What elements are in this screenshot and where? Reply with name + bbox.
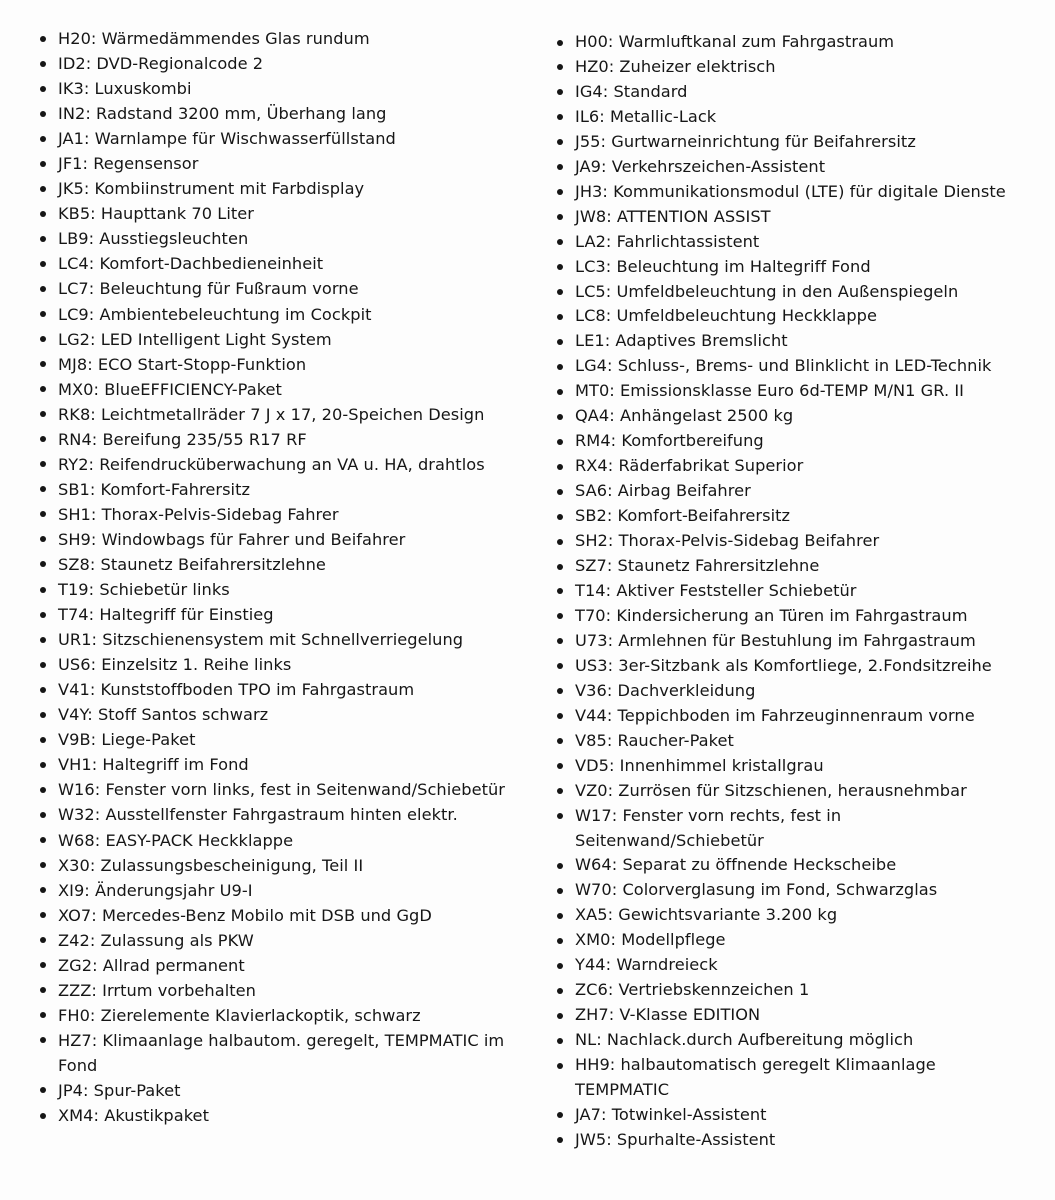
list-item-text: US6: Einzelsitz 1. Reihe links — [58, 655, 292, 675]
list-item — [38, 151, 538, 176]
list-item — [555, 754, 1025, 779]
list-item — [38, 377, 538, 402]
list-item — [38, 577, 538, 602]
list-item — [38, 302, 538, 327]
list-item — [38, 201, 538, 226]
list-item-text: JA9: Verkehrszeichen-Assistent — [575, 156, 826, 176]
list-item — [555, 978, 1025, 1003]
list-item-text: LC8: Umfeldbeleuchtung Heckklappe — [575, 306, 878, 326]
list-item-text: W32: Ausstellfenster Fahrgastraum hinten elektr. — [58, 805, 458, 825]
list-item — [38, 51, 538, 76]
list-item-text: LC5: Umfeldbeleuchtung in den Außenspiegeln — [575, 281, 959, 301]
list-item-text: LE1: Adaptives Bremslicht — [575, 331, 788, 351]
list-item — [38, 627, 538, 652]
list-item-text: HH9: halbautomatisch geregelt Klimaanlage TEMPMATIC — [575, 1055, 936, 1100]
list-item-text: ZH7: V-Klasse EDITION — [575, 1005, 761, 1025]
list-item-text: ID2: DVD-Regionalcode 2 — [58, 54, 264, 74]
list-item — [555, 704, 1025, 729]
list-item-text: LG4: Schluss-, Brems- und Blinklicht in LED-Technik — [575, 356, 992, 376]
list-item — [38, 903, 538, 928]
list-item-text: LC7: Beleuchtung für Fußraum vorne — [58, 279, 359, 299]
list-item — [38, 878, 538, 903]
list-item — [555, 155, 1025, 180]
list-item-text: SA6: Airbag Beifahrer — [575, 481, 751, 501]
list-item — [38, 276, 538, 301]
list-item-text: T14: Aktiver Feststeller Schiebetür — [575, 580, 857, 600]
list-item — [555, 30, 1025, 55]
list-item-text: IN2: Radstand 3200 mm, Überhang lang — [58, 104, 387, 124]
list-item — [555, 80, 1025, 105]
list-item — [555, 404, 1025, 429]
list-item-text: SH2: Thorax-Pelvis-Sidebag Beifahrer — [575, 531, 880, 551]
list-item — [555, 354, 1025, 379]
list-item-text: MT0: Emissionsklasse Euro 6d-TEMP M/N1 GR. II — [575, 381, 965, 401]
list-item — [555, 55, 1025, 80]
list-item — [555, 280, 1025, 305]
list-item — [555, 1053, 1025, 1103]
list-item-text: ZZZ: Irrtum vorbehalten — [58, 980, 256, 1000]
list-item — [38, 1103, 538, 1128]
list-item-text: Z42: Zulassung als PKW — [58, 930, 254, 950]
list-item-text: SH1: Thorax-Pelvis-Sidebag Fahrer — [58, 504, 339, 524]
list-item — [555, 454, 1025, 479]
list-item-text: SB1: Komfort-Fahrersitz — [58, 479, 251, 499]
list-item-text: V44: Teppichboden im Fahrzeuginnenraum vorne — [575, 705, 975, 725]
list-item — [38, 727, 538, 752]
list-item — [555, 1103, 1025, 1128]
list-item-text: LA2: Fahrlichtassistent — [575, 231, 760, 251]
list-item-text: US3: 3er-Sitzbank als Komfortliege, 2.Fondsitzreihe — [575, 655, 992, 675]
list-item-text: NL: Nachlack.durch Aufbereitung möglich — [575, 1030, 914, 1050]
list-item — [38, 327, 538, 352]
list-item-text: RY2: Reifendrucküberwachung an VA u. HA, drahtlos — [58, 454, 485, 474]
list-item — [555, 230, 1025, 255]
list-item — [555, 554, 1025, 579]
list-item-text: VZ0: Zurrösen für Sitzschienen, herausnehmbar — [575, 780, 967, 800]
list-item-text: V85: Raucher-Paket — [575, 730, 734, 750]
list-item — [38, 76, 538, 101]
list-item-text: SB2: Komfort-Beifahrersitz — [575, 506, 791, 526]
list-item — [38, 26, 538, 51]
list-item — [38, 101, 538, 126]
list-item-text: V9B: Liege-Paket — [58, 730, 196, 750]
list-item-text: ZG2: Allrad permanent — [58, 955, 245, 975]
list-item-text: XA5: Gewichtsvariante 3.200 kg — [575, 905, 838, 925]
equipment-list-right — [555, 30, 1025, 1153]
list-item-text: JF1: Regensensor — [58, 154, 199, 174]
list-item-text: KB5: Haupttank 70 Liter — [58, 204, 255, 224]
list-item-text: T70: Kindersicherung an Türen im Fahrgastraum — [575, 605, 968, 625]
list-item-text: T19: Schiebetür links — [58, 580, 230, 600]
list-item-text: W64: Separat zu öffnende Heckscheibe — [575, 855, 897, 875]
list-item-text: Y44: Warndreieck — [575, 955, 718, 975]
list-item-text: QA4: Anhängelast 2500 kg — [575, 406, 794, 426]
list-item-text: VD5: Innenhimmel kristallgrau — [575, 755, 824, 775]
list-item — [555, 205, 1025, 230]
list-item — [555, 180, 1025, 205]
list-item-text: X30: Zulassungsbescheinigung, Teil II — [58, 855, 364, 875]
list-item — [38, 552, 538, 577]
list-item — [38, 752, 538, 777]
list-item — [38, 652, 538, 677]
list-item-text: XM4: Akustikpaket — [58, 1106, 209, 1126]
list-item — [38, 352, 538, 377]
list-item-text: U73: Armlehnen für Bestuhlung im Fahrgastraum — [575, 630, 976, 650]
list-item — [555, 130, 1025, 155]
list-item-text: HZ7: Klimaanlage halbautom. geregelt, TEMPMATIC im Fond — [58, 1030, 505, 1075]
list-item-text: XI9: Änderungsjahr U9-I — [58, 880, 253, 900]
list-item-text: RX4: Räderfabrikat Superior — [575, 456, 804, 476]
list-item — [555, 953, 1025, 978]
list-item — [38, 527, 538, 552]
list-item — [38, 226, 538, 251]
list-item-text: LB9: Ausstiegsleuchten — [58, 229, 249, 249]
list-item — [555, 903, 1025, 928]
list-item — [38, 702, 538, 727]
list-item-text: JH3: Kommunikationsmodul (LTE) für digitale Dienste — [575, 181, 1006, 201]
list-item-text: H00: Warmluftkanal zum Fahrgastraum — [575, 32, 895, 51]
list-item-text: JA1: Warnlampe für Wischwasserfüllstand — [58, 129, 396, 149]
list-item — [38, 953, 538, 978]
list-item-text: MJ8: ECO Start-Stopp-Funktion — [58, 354, 307, 374]
list-item-text: H20: Wärmedämmendes Glas rundum — [58, 29, 370, 48]
list-item-text: LC4: Komfort-Dachbedieneinheit — [58, 254, 324, 274]
list-item-text: W68: EASY-PACK Heckklappe — [58, 830, 294, 850]
list-item-text: V36: Dachverkleidung — [575, 680, 756, 700]
list-item — [38, 176, 538, 201]
list-item — [555, 329, 1025, 354]
list-item-text: MX0: BlueEFFICIENCY-Paket — [58, 379, 282, 399]
list-item-text: W70: Colorverglasung im Fond, Schwarzglas — [575, 880, 938, 900]
list-item-text: VH1: Haltegriff im Fond — [58, 755, 249, 775]
list-item — [555, 304, 1025, 329]
list-item — [555, 629, 1025, 654]
list-item — [38, 602, 538, 627]
list-item — [38, 502, 538, 527]
list-item — [38, 853, 538, 878]
list-item-text: JA7: Totwinkel-Assistent — [575, 1104, 767, 1124]
list-item-text: XO7: Mercedes-Benz Mobilo mit DSB und GgD — [58, 905, 432, 925]
list-item — [555, 479, 1025, 504]
list-item — [555, 105, 1025, 130]
list-item-text: V4Y: Stoff Santos schwarz — [58, 705, 269, 725]
list-item — [555, 928, 1025, 953]
list-item — [38, 1028, 538, 1078]
list-item-text: XM0: Modellpflege — [575, 930, 726, 950]
list-item — [38, 928, 538, 953]
list-item-text: IK3: Luxuskombi — [58, 79, 192, 99]
list-item — [38, 1003, 538, 1028]
list-item — [555, 429, 1025, 454]
list-item-text: LC3: Beleuchtung im Haltegriff Fond — [575, 256, 871, 276]
list-item — [555, 654, 1025, 679]
list-item-text: RN4: Bereifung 235/55 R17 RF — [58, 429, 307, 449]
equipment-list-left — [38, 26, 538, 1128]
list-item-text: SH9: Windowbags für Fahrer und Beifahrer — [58, 529, 406, 549]
list-item-text: W16: Fenster vorn links, fest in Seitenwand/Schiebetür — [58, 780, 506, 800]
list-item — [555, 604, 1025, 629]
list-item-text: T74: Haltegriff für Einstieg — [58, 605, 274, 625]
list-item-text: JP4: Spur-Paket — [58, 1080, 181, 1100]
list-item-text: LC9: Ambientebeleuchtung im Cockpit — [58, 304, 372, 324]
list-item — [555, 804, 1025, 854]
list-item — [555, 379, 1025, 404]
list-item — [38, 802, 538, 827]
list-item — [555, 529, 1025, 554]
list-item-text: JW8: ATTENTION ASSIST — [575, 206, 771, 226]
list-item-text: IL6: Metallic-Lack — [575, 106, 717, 126]
list-item-text: IG4: Standard — [575, 81, 688, 101]
list-item — [38, 452, 538, 477]
list-item — [38, 402, 538, 427]
list-item — [555, 729, 1025, 754]
list-item — [555, 1003, 1025, 1028]
list-item-text: JK5: Kombiinstrument mit Farbdisplay — [58, 179, 365, 199]
list-item — [555, 1128, 1025, 1153]
list-item — [555, 878, 1025, 903]
list-item — [555, 579, 1025, 604]
list-item — [38, 777, 538, 802]
list-item-text: UR1: Sitzschienensystem mit Schnellverriegelung — [58, 630, 464, 650]
list-item-text: W17: Fenster vorn rechts, fest in Seitenwand/Schiebetür — [575, 805, 842, 850]
list-item — [38, 477, 538, 502]
list-item-text: J55: Gurtwarneinrichtung für Beifahrersitz — [575, 131, 916, 151]
list-item-text: ZC6: Vertriebskennzeichen 1 — [575, 980, 810, 1000]
list-item-text: SZ8: Staunetz Beifahrersitzlehne — [58, 554, 326, 574]
list-item — [38, 677, 538, 702]
list-item-text: JW5: Spurhalte-Assistent — [575, 1129, 776, 1149]
list-item — [38, 251, 538, 276]
list-item-text: RK8: Leichtmetallräder 7 J x 17, 20-Speichen Design — [58, 404, 485, 424]
list-item-text: V41: Kunststoffboden TPO im Fahrgastraum — [58, 680, 415, 700]
list-item-text: RM4: Komfortbereifung — [575, 431, 764, 451]
list-item-text: HZ0: Zuheizer elektrisch — [575, 56, 776, 76]
list-item — [38, 828, 538, 853]
list-item — [38, 978, 538, 1003]
list-item-text: LG2: LED Intelligent Light System — [58, 329, 332, 349]
list-item — [555, 1028, 1025, 1053]
list-item — [555, 679, 1025, 704]
list-item — [555, 779, 1025, 804]
list-item — [555, 255, 1025, 280]
list-item — [38, 427, 538, 452]
list-item — [555, 504, 1025, 529]
list-item — [555, 853, 1025, 878]
list-item-text: SZ7: Staunetz Fahrersitzlehne — [575, 556, 820, 576]
list-item — [38, 126, 538, 151]
list-item-text: FH0: Zierelemente Klavierlackoptik, schwarz — [58, 1005, 421, 1025]
list-item — [38, 1078, 538, 1103]
